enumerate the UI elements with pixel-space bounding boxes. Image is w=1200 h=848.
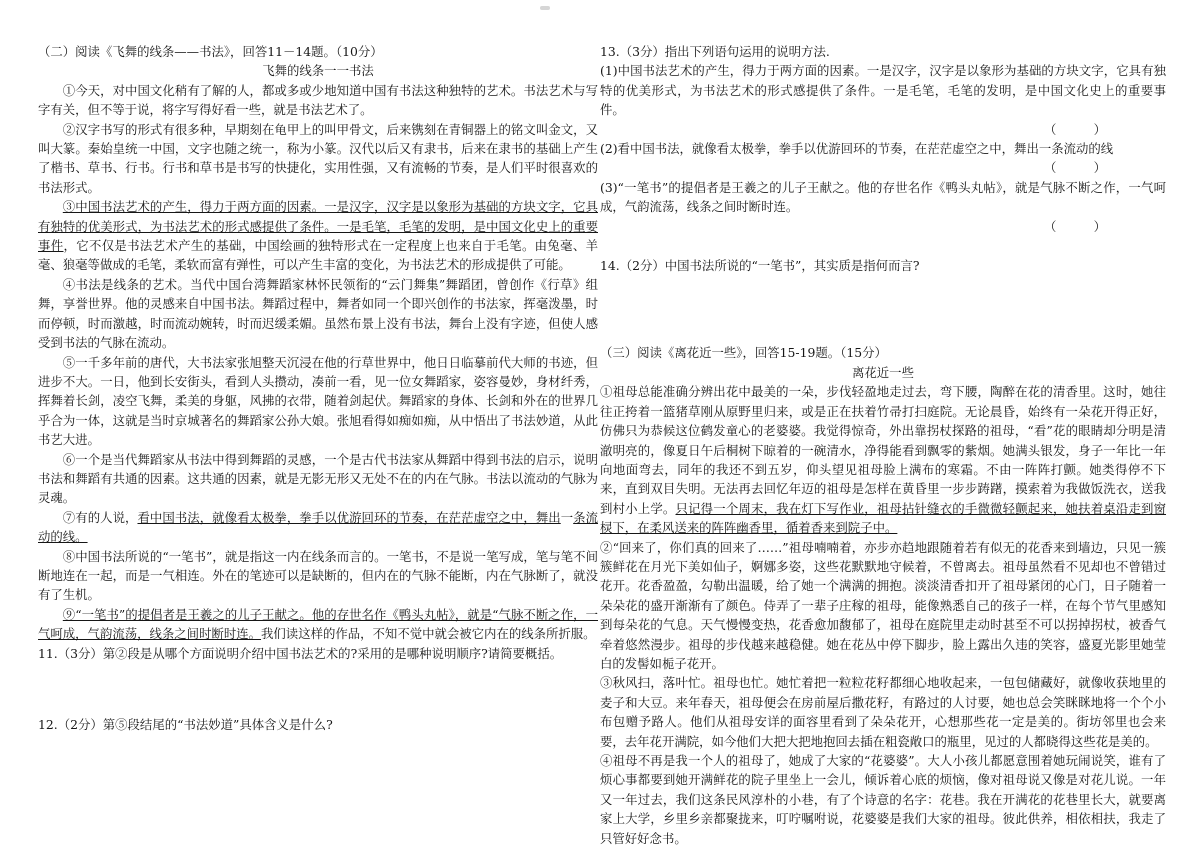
- right-column: [600, 42, 1166, 848]
- paragraph-3-underlined: ③中国书法艺术的产生，得力于两方面的因素。一是汉字，汉字是以象形为基础的方块文字，它具有独特的优美形式，为书法艺术的形式感提供了条件。一是毛笔，毛笔的发明，是中国文化史上的重要事件: [38, 199, 598, 254]
- left-column: [38, 42, 598, 734]
- paragraph-9-rest: 我们读这样的作品，不知不觉中就会被它内在的线条所折服。: [261, 626, 596, 642]
- answer-blank-13-2[interactable]: （ ）: [1044, 160, 1106, 176]
- paragraph-9-underlined: ⑨“一笔书”的提倡者是王羲之的儿子王献之。他的存世名作《鸭头丸帖》，就是“气脉不断之作，一气呵成，气韵流荡，线条之间时断时连。: [38, 606, 598, 642]
- question-13-2-text: (2)看中国书法，就像看太极拳，拳手以优游回环的节奏，在茫茫虚空之中，舞出一条流动的线: [600, 141, 1114, 157]
- question-13-3-text: (3)“一笔书”的提倡者是王羲之的儿子王献之。他的存世名作《鸭头丸帖》，就是气脉不断之作，一气呵成，气韵流荡，线条之间时断时连。: [600, 179, 1166, 215]
- question-13-3: [600, 178, 1166, 236]
- question-13-1-text: (1)中国书法艺术的产生，得力于两方面的因素。一是汉字，汉字是以象形为基础的方块文字，它具有独特的优美形式，为书法艺术的形式感提供了条件。一是毛笔，毛笔的发明，是中国文化史上的重要事件。: [600, 63, 1166, 118]
- reading-paragraph-1-text: ①祖母总能准确分辨出花中最美的一朵，步伐轻盈地走过去，弯下腰，陶醉在花的清香里。这时，她往往正挎着一篮猪草刚从原野里归来，或是正在扶着竹帚打扫庭院。无论晨昏，始终有一朵花开得正好，仿佛只为恭候这位鹤发童心的老婆婆。我觉得惊奇，外出靠拐杖探路的祖母，“看”花的眼睛却分明是清澈明亮的，像夏日午后桐树下晾着的一碗清水，净得能看到飘零的紫烟。她满头银发，身子一年比一年向地面弯去，同年的我还不到五岁，仰头望见祖母脸上满布的寒霜。不由一阵阵打颤。她类得停不下来，直到双目失明。无法再去回忆年迈的祖母是怎样在黄昏里一步步踌躇，摸索着为我做饭洗衣，送我到村小上学。: [600, 384, 1166, 516]
- reading-paragraph-3: ③秋风扫，落叶忙。祖母也忙。她忙着把一粒粒花籽都细心地收起来，一包包储藏好，就像收获地里的麦子和大豆。来年春天，祖母便会在房前屋后撒花籽，有路过的人讨要，她也总会笑眯眯地将一个个小布包赠予路人。他们从祖母安详的面容里看到了朵朵花开，心想那些花一定是美的。街坊邻里也会来要，去年花开满院，如今他们大把大把地抱回去插在粗瓷敞口的瓶里，见过的人都晓得这些花是美的。: [600, 675, 1166, 749]
- answer-blank-13-3[interactable]: （ ）: [1044, 218, 1106, 234]
- question-13-2: [600, 139, 1166, 178]
- article-2-title: 离花近一些: [852, 364, 914, 380]
- paragraph-6: ⑥一个是当代舞蹈家从书法中得到舞蹈的灵感，一个是古代书法家从舞蹈中得到书法的启示，说明书法和舞蹈有共通的因素。这共通的因素，就是无影无形又无处不在的内在气脉。书法以流动的气脉为灵魂。: [38, 451, 598, 506]
- paragraph-7-pre: ⑦有的人说，: [62, 509, 138, 525]
- paragraph-3: [38, 197, 598, 275]
- paragraph-7-underlined: 看中国书法，就像看太极拳，拳手以优游回环的节奏，在茫茫虚空之中，舞出: [137, 509, 561, 525]
- paragraph-7-underlined-end: 条流动的线。: [38, 509, 599, 545]
- question-12: 12.（2分）第⑤段结尾的“书法妙道”具体含义是什么?: [38, 717, 333, 732]
- scan-mark: [540, 6, 550, 10]
- paragraph-8: ⑧中国书法所说的“一笔书”，就是指这一内在线条而言的。一笔书，不是说一笔写成，笔与笔不间断地连在一起，而是一气相连。外在的笔迹可以是缺断的，但内在的气脉不能断，内在气脉断了，就没有了生机。: [38, 548, 598, 603]
- paragraph-3-rest: ，它不仅是书法艺术产生的基础，中国绘画的独特形式在一定程度上也来自于毛笔。由兔毫、羊毫、狼毫等做成的毛笔，柔软而富有弹性，可以产生丰富的变化，为书法艺术的形成提供了可能。: [38, 238, 599, 273]
- section-3-header: （三）阅读《离花近一些》，回答15-19题。（15分）: [600, 345, 887, 361]
- reading-paragraph-1: [600, 382, 1166, 537]
- paragraph-7-mid: 一: [560, 509, 574, 525]
- paragraph-4: ④书法是线条的艺术。当代中国台湾舞蹈家林怀民领衔的“云门舞集”舞蹈团，曾创作《行草》组舞，享誉世界。他的灵感来自中国书法。舞蹈过程中，舞者如同一个即兴创作的书法家，挥毫泼墨，时而停顿，时而激越，时而流动婉转，时而迟缓柔媚。虽然布景上没有书法，舞台上没有字迹，但使人感受到书法的气脉在流动。: [38, 276, 598, 351]
- reading-paragraph-1-underlined: 只记得一个周末，我在灯下写作业，祖母拈针缝衣的手微微轻颤起来，她扶着桌沿走到窗棂下，在柔风送来的阵阵幽香里，循着香来到院子中。: [600, 500, 1167, 536]
- answer-space-11[interactable]: [38, 663, 598, 715]
- answer-space-14[interactable]: [600, 275, 1166, 343]
- question-13-1: [600, 61, 1166, 139]
- question-11: 11.（3分）第②段是从哪个方面说明介绍中国书法艺术的?采用的是哪种说明顺序?请简要概括。: [38, 645, 563, 661]
- question-13: 13.（3分）指出下列语句运用的说明方法.: [600, 44, 830, 59]
- answer-blank-13-1[interactable]: （ ）: [1044, 121, 1106, 137]
- paragraph-5: ⑤一千多年前的唐代，大书法家张旭整天沉浸在他的行草世界中，他日日临摹前代大师的书迹，但进步不大。一日，他到长安街头，看到人头攒动，凑前一看，见一位女舞蹈家，姿容曼妙，身材纤秀，挥舞着长剑，凌空飞舞，柔美的身躯，风拂的衣带，随着剑起伏。舞蹈家的身体、长剑和外在的世界几乎合为一体，这就是当时京城著名的舞蹈家公孙大娘。张旭看得如痴如痴，从中悟出了书法妙道，从此书艺大进。: [38, 354, 598, 448]
- article-title: 飞舞的线条一一书法: [262, 63, 374, 79]
- paragraph-9: [38, 605, 598, 644]
- paragraph-2: ②汉字书写的形式有很多种，早期刻在龟甲上的叫甲骨文，后来镌刻在青铜器上的铭文叫金文，又叫大篆。秦始皇统一中国，文字也随之统一，称为小篆。汉代以后又有隶书，后来在隶书的基础上产生了楷书、草书、行书。行书和草书是书写的快捷化，实用性强，又有流畅的节奏，是人们平时很喜欢的书法形式。: [38, 121, 598, 195]
- paragraph-7: [38, 508, 598, 547]
- reading-paragraph-4: ④祖母不再是我一个人的祖母了，她成了大家的“花婆婆”。大人小孩儿都愿意围着她玩闹说笑，谁有了烦心事都要到她开满鲜花的院子里坐上一会儿，倾诉着心底的烦恼，像对祖母说又像是对花儿说。一年又一年过去，我们这条民风淳朴的小巷，有了个诗意的名字：花巷。我在开满花的花巷里长大，就要离家上大学，乡里乡亲都聚拢来，叮咛嘱咐说，花婆婆是我们大家的祖母。彼此供养，相依相扶，我走了只管好好念书。: [600, 753, 1166, 846]
- section-header: （二）阅读《飞舞的线条——书法》，回答11－14题。（10分）: [38, 44, 383, 59]
- reading-paragraph-2: ②“回来了，你们真的回来了……”祖母喃喃着，亦步亦趋地跟随着若有似无的花香来到墙边，只见一簇簇鲜花在月光下美如仙子，婀娜多姿，这些花默默地守候着，不曾离去。祖母虽然看不见却也不曾错过花开。花香盈盈，勾勒出温暖，给了她一个满满的拥抱。淡淡清香扣开了祖母紧闭的心门，日子随着一朵朵花的盛开渐渐有了颜色。侍弄了一辈子庄稼的祖母，能像熟悉自己的孩子一样，在每个节气里感知到每朵花的气息。天气慢慢变热，花香愈加馥郁了，祖母在庭院里走动时甚至不可以拐掉拐杖，被香气牵着悠然漫步。祖母的步伐越来越稳健。她在花丛中停下脚步，脸上露出久违的笑容，盛夏光影里她莹白的发髻如栀子花开。: [600, 539, 1166, 671]
- question-14: 14.（2分）中国书法所说的“一笔书”，其实质是指何而言?: [600, 258, 920, 274]
- spacer: [600, 236, 1166, 256]
- paragraph-1: ①今天，对中国文化稍有了解的人，都或多或少地知道中国有书法这种独特的艺术。书法艺术与写字有关，但不等于说，将字写得好看一些，就是书法艺术了。: [38, 82, 598, 118]
